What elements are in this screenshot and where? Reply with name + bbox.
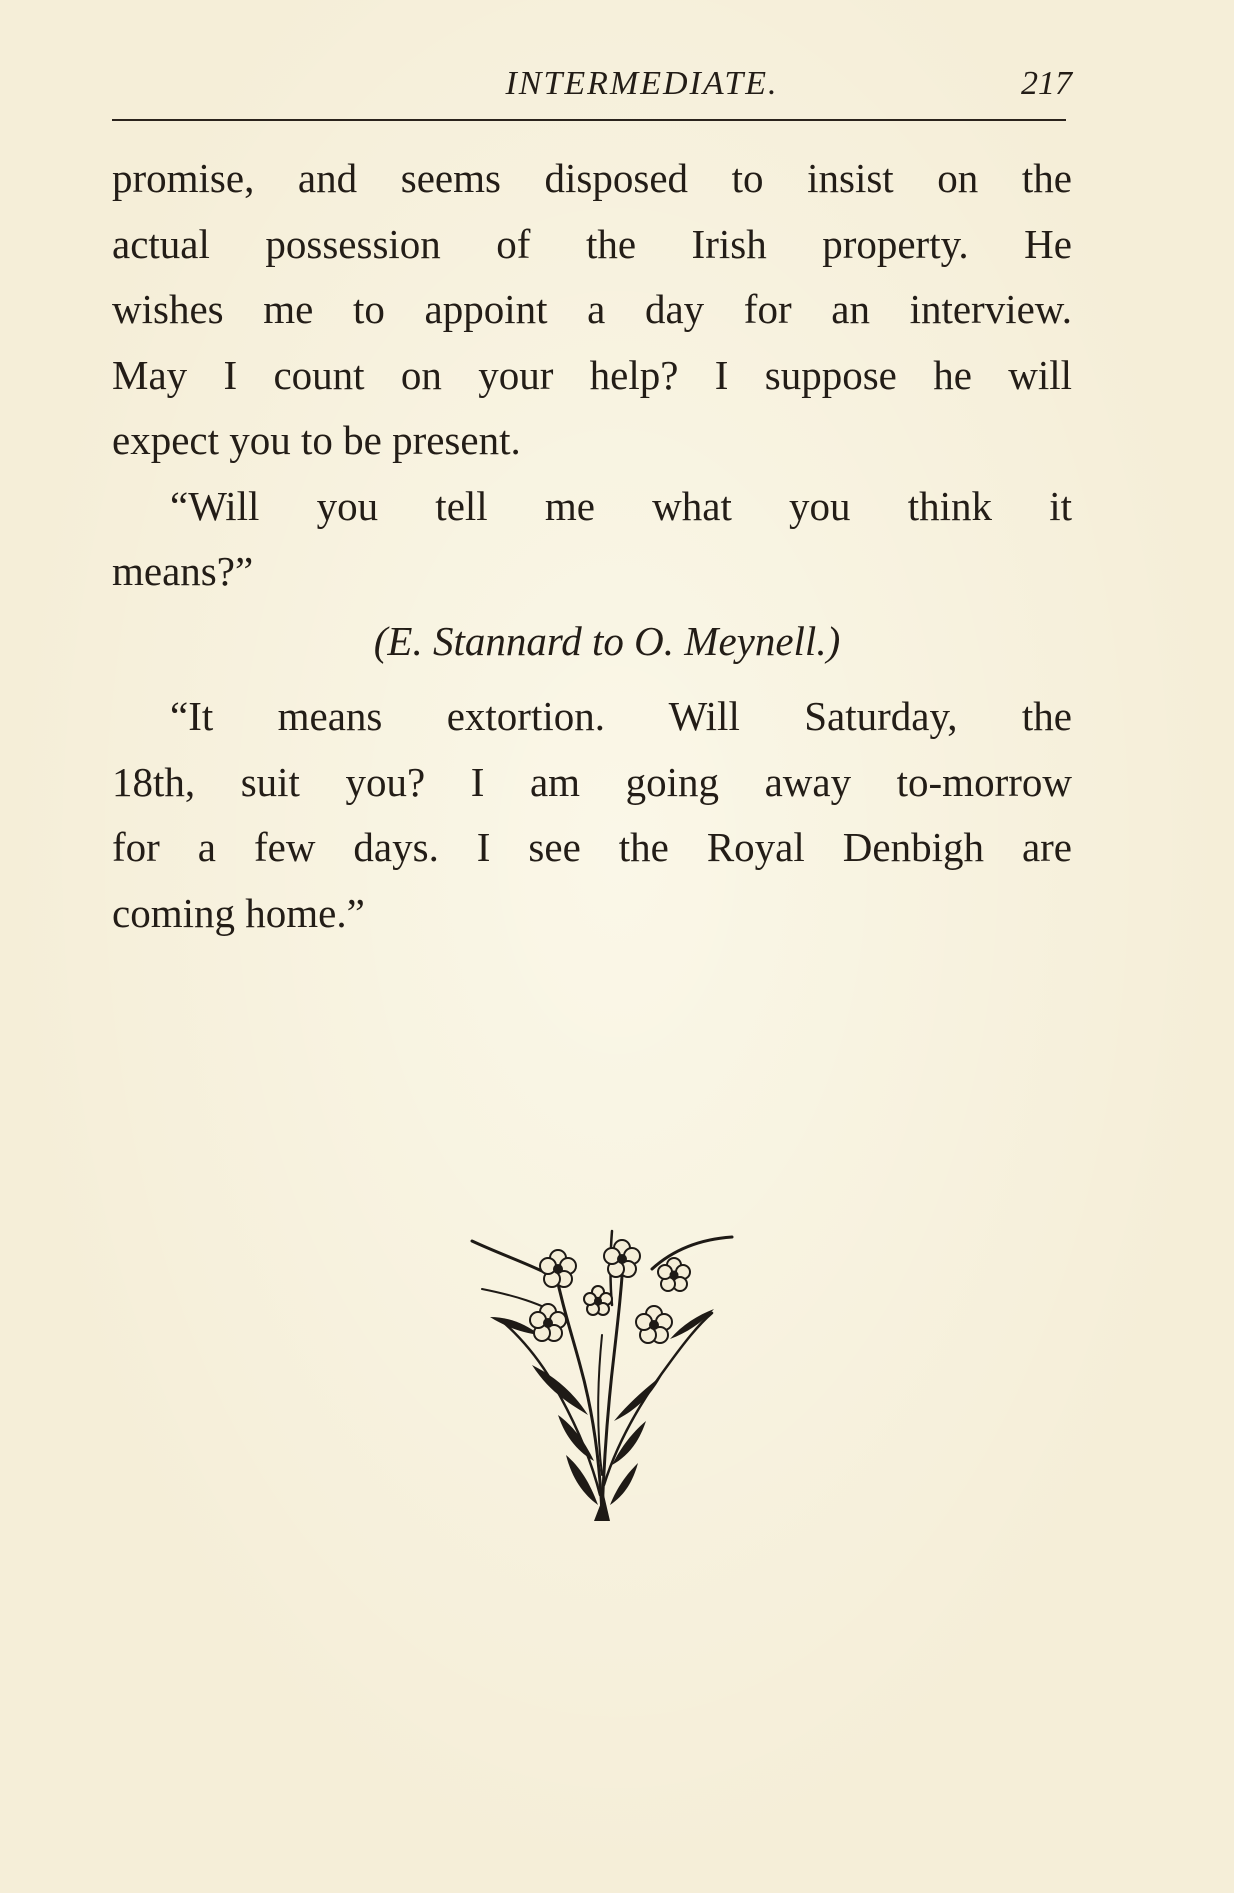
page-number: 217 [1021,65,1072,102]
running-title: INTERMEDIATE. [505,65,779,102]
text-line: 18th, suit you? I am going away to-morrow [112,758,1072,805]
text-line: wishes me to appoint a day for an interview. [112,286,1072,332]
text-line: promise, and seems disposed to insist on the [112,155,1072,201]
text-line: actual possession of the Irish property. He [112,220,1072,267]
running-head [112,62,1072,106]
letter-heading: (E. Stannard to O. Meynell.) [373,617,841,664]
text-line: May I count on your help? I suppose he will [112,351,1072,398]
text-line: means?” [112,548,254,594]
text-line: coming home.” [112,889,365,936]
body-text [112,146,1072,946]
floral-tailpiece-icon [462,1225,742,1525]
paragraph-continued [112,146,1072,474]
paragraph-reply [112,684,1072,946]
text-line: “It means extortion. Will Saturday, the [170,693,1072,739]
text-line: for a few days. I see the Royal Denbigh are [112,824,1072,870]
text-line: expect you to be present. [112,417,521,463]
text-line: “Will you tell me what you think it [170,482,1072,529]
paragraph-question [112,474,1072,605]
header-rule [112,119,1066,121]
